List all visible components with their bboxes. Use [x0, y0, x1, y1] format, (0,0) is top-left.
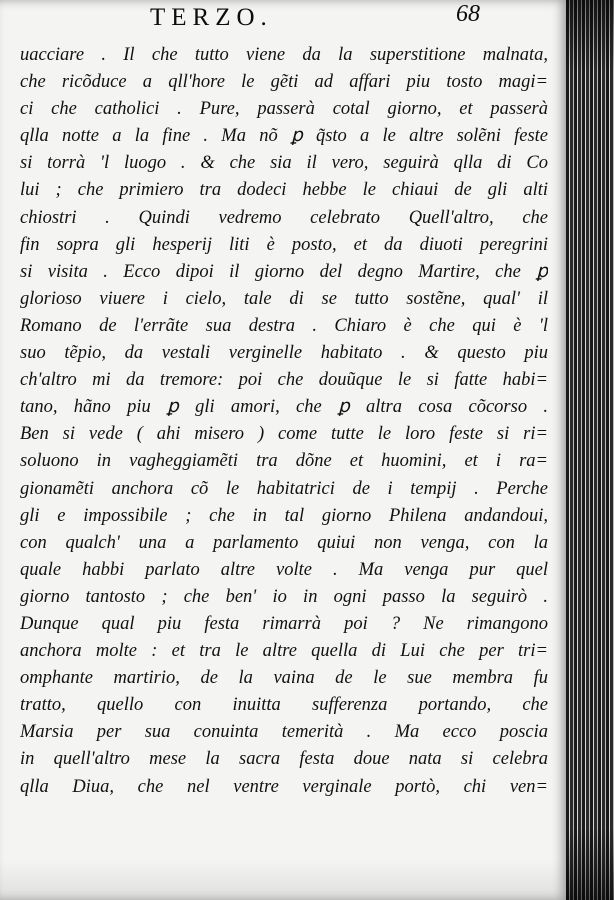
text-line: ch'altro mi da tremore: poi che douũque le si fatte habi=	[20, 370, 548, 391]
text-line: lui ; che primiero tra dodeci hebbe le chiaui de gli alti	[20, 180, 548, 201]
text-line: qlla Diua, che nel ventre verginale portò, chi ven=	[20, 776, 548, 797]
text-line: Marsia per sua conuinta temerità . Ma ecco poscia	[20, 722, 548, 743]
text-line: glorioso viuere i cielo, tale di se tutto sostẽne, qual' il	[20, 288, 548, 309]
folio-number: 68	[456, 1, 480, 27]
text-line: tano, hãno piu ꝑ gli amori, che ꝑ altra cosa cõcorso .	[20, 397, 548, 418]
text-line: Romano de l'errãte sua destra . Chiaro è che qui è 'l	[20, 315, 548, 336]
text-line: che ricõduce a qll'hore le gẽti ad affari piu tosto magi=	[20, 72, 548, 93]
text-line: qlla notte a la fine . Ma nõ ꝑ q̃sto a le altre solẽni feste	[20, 126, 548, 147]
text-line: fin sopra gli hesperij liti è posto, et da diuoti peregrini	[20, 234, 548, 255]
text-line: uacciare . Il che tutto viene da la superstitione malnata,	[20, 45, 548, 65]
text-line: Ben si vede ( ahi misero ) come tutte le loro feste si ri=	[20, 424, 548, 445]
text-line: giorno tantosto ; che ben' io in ogni passo la seguirò .	[20, 586, 548, 607]
page-header	[0, 0, 568, 36]
text-line: si torrà 'l luogo . & che sia il vero, seguirà qlla di Co	[20, 153, 548, 174]
text-line: anchora molte : et tra le altre quella di Lui che per tri=	[20, 641, 548, 662]
text-line: ci che catholici . Pure, passerà cotal giorno, et passerà	[20, 99, 548, 120]
running-title: TERZO.	[150, 4, 273, 31]
text-line: tratto, quello con inuitta sufferenza portando, che	[20, 695, 548, 716]
text-line: soluono in vagheggiamẽti tra dõne et huomini, et i ra=	[20, 451, 548, 472]
book-page-edges	[566, 0, 614, 900]
text-line: chiostri . Quindi vedremo celebrato Quell'altro, che	[20, 207, 548, 228]
text-line: con qualch' una a parlamento quiui non venga, con la	[20, 532, 548, 553]
text-line: suo tẽpio, da vestali verginelle habitato . & questo piu	[20, 343, 548, 364]
text-line: gionamẽti anchora cõ le habitatrici de i tempij . Perche	[20, 478, 548, 499]
text-line: Dunque qual piu festa rimarrà poi ? Ne rimangono	[20, 613, 548, 634]
text-line: quale habbi parlato altre volte . Ma venga pur quel	[20, 559, 548, 580]
text-line: si visita . Ecco dipoi il giorno del degno Martire, che ꝑ	[20, 261, 548, 282]
text-line: in quell'altro mese la sacra festa doue nata si celebra	[20, 749, 548, 770]
text-line: gli e impossibile ; che in tal giorno Philena andandoui,	[20, 505, 548, 526]
body-text	[20, 42, 548, 801]
text-line: omphante martirio, de la vaina de le sue membra fu	[20, 668, 548, 689]
page-bottom-shadow	[0, 860, 568, 900]
